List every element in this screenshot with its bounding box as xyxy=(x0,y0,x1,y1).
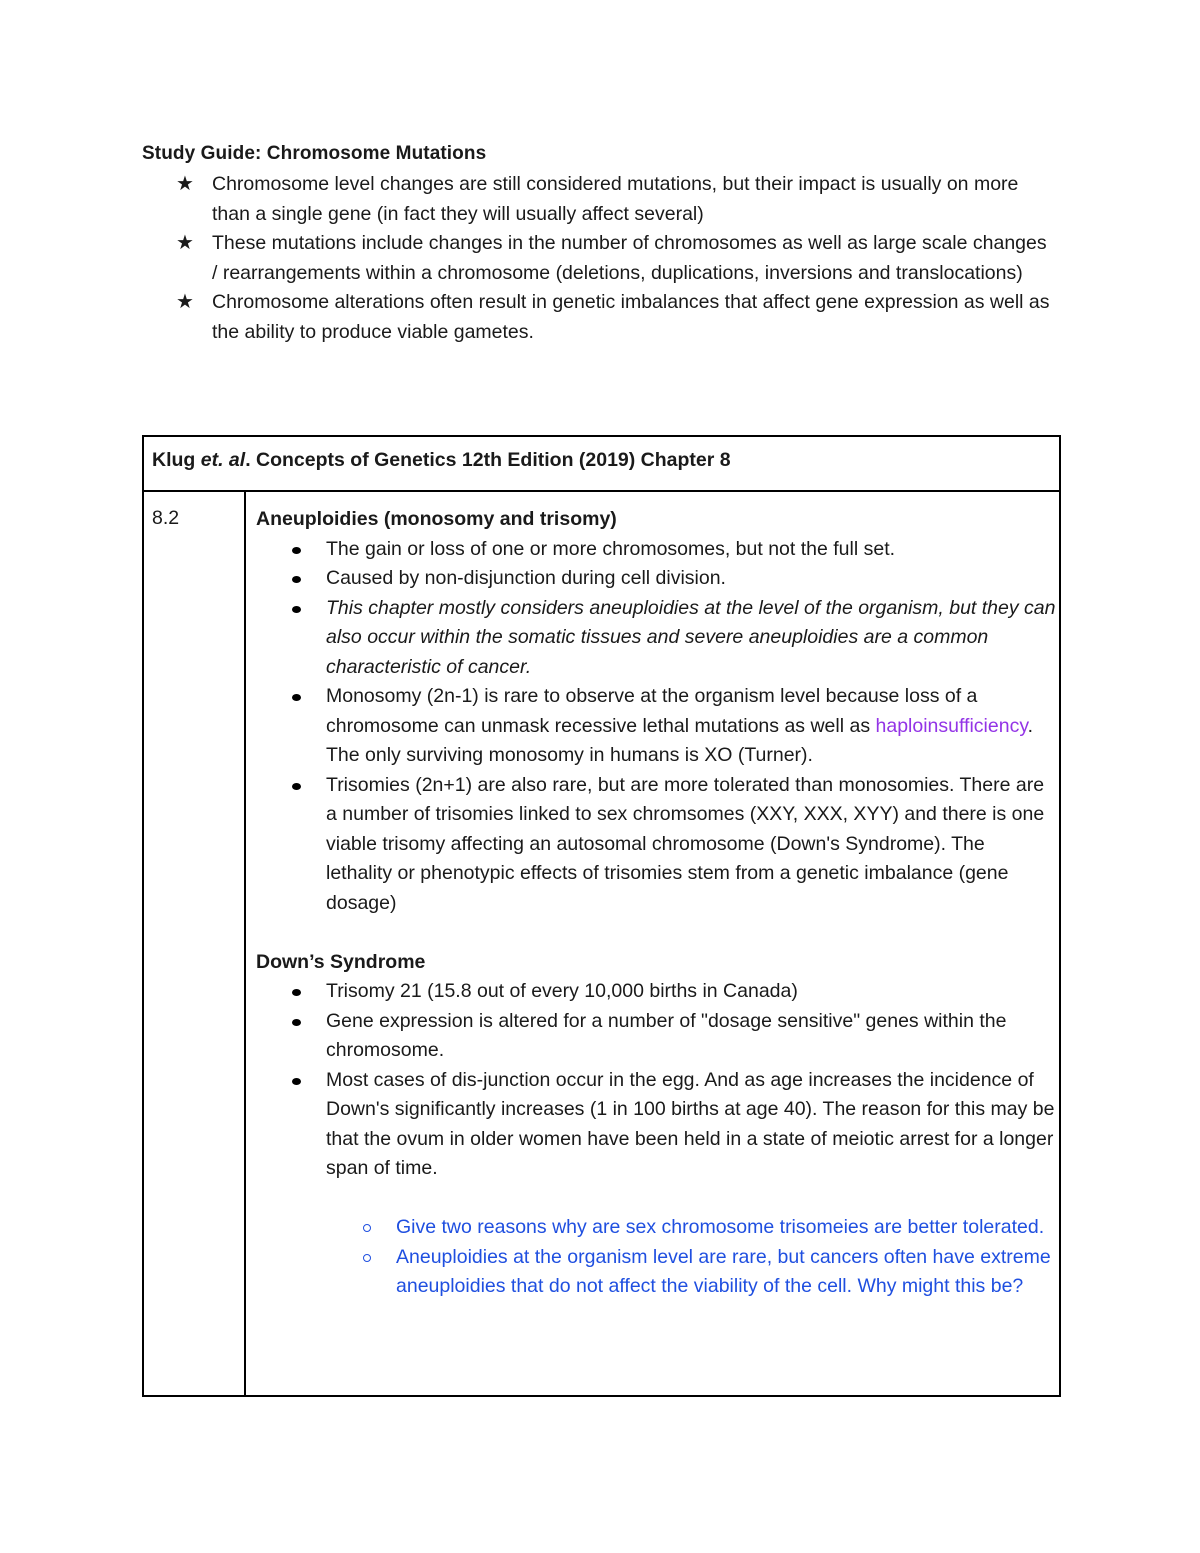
spacer xyxy=(256,918,1056,948)
list-item-text: Gene expression is altered for a number of "dosage sensitive" genes within the chromosome. xyxy=(326,1009,1007,1061)
aneuploidies-list xyxy=(256,535,1056,919)
intro-bullet-text: These mutations include changes in the number of chromosomes as well as large scale changes / rearrangements within a chromosome (deletions, duplications, inversions and translocations) xyxy=(212,232,1047,284)
downs-list xyxy=(256,977,1056,1184)
list-item xyxy=(256,1007,1056,1066)
section-content xyxy=(256,505,1056,1302)
question-item xyxy=(256,1213,1056,1243)
list-item-text: Trisomies (2n+1) are also rare, but are more tolerated than monosomies. There are a number of trisomies linked to sex chromsomes (XXY, XXX, XYY) and there is one viable trisomy affecting an autosomal chromosome (Down's Syndrome). The lethality or phenotypic effects of trisomies stem from a genetic imbalance (gene dosage) xyxy=(326,773,1045,914)
hollow-circle-icon xyxy=(363,1224,371,1232)
intro-bullet xyxy=(172,288,1057,347)
list-item xyxy=(256,535,1056,565)
column-divider xyxy=(244,492,246,1395)
bullet-icon xyxy=(292,1019,301,1026)
questions-list xyxy=(256,1213,1056,1302)
list-item xyxy=(256,1066,1056,1184)
list-item-text: This chapter mostly considers aneuploidies at the level of the organism, but they can also occur within the somatic tissues and severe aneuploidies are a common characteristic of cancer. xyxy=(326,596,1056,678)
list-item-text: The gain or loss of one or more chromosomes, but not the full set. xyxy=(326,537,896,560)
question-text: Aneuploidies at the organism level are rare, but cancers often have extreme aneuploidies that do not affect the viability of the cell. Why might this be? xyxy=(396,1245,1051,1297)
bullet-icon xyxy=(292,783,301,790)
header-book-title: . Concepts of Genetics 12th Edition (2019) Chapter 8 xyxy=(245,449,731,471)
list-item-text xyxy=(326,685,1033,766)
list-item-text: Most cases of dis-junction occur in the egg. And as age increases the incidence of Down's significantly increases (1 in 100 births at age 40). The reason for this may be that the ovum in older women have been held in a state of meiotic arrest for a longer span of time. xyxy=(326,1068,1055,1179)
intro-bullet-text: Chromosome alterations often result in genetic imbalances that affect gene expression as well as the ability to produce viable gametes. xyxy=(212,291,1050,343)
bullet-icon xyxy=(292,1078,301,1085)
list-item xyxy=(256,977,1056,1007)
bullet-icon xyxy=(292,606,301,613)
intro-bullet xyxy=(172,170,1057,229)
star-icon: ★ xyxy=(176,173,194,195)
page-title: Study Guide: Chromosome Mutations xyxy=(142,143,487,164)
bullet-icon xyxy=(292,547,301,554)
downs-heading: Down’s Syndrome xyxy=(256,950,426,973)
table-header-row xyxy=(144,437,1059,492)
table-header-text xyxy=(152,449,731,472)
header-author: Klug xyxy=(152,449,201,471)
spacer xyxy=(256,1184,1056,1214)
intro-bullet-text: Chromosome level changes are still considered mutations, but their impact is usually on more than a single gene (in fact they will usually affect several) xyxy=(212,173,1019,225)
aneuploidies-heading: Aneuploidies (monosomy and trisomy) xyxy=(256,508,617,530)
hollow-circle-icon xyxy=(363,1254,371,1262)
list-item-text: Trisomy 21 (15.8 out of every 10,000 births in Canada) xyxy=(326,980,798,1002)
monosomy-text: Monosomy (2n-1) is rare to observe at the organism level because loss of a chromosome can unmask recessive lethal mutations as well as xyxy=(326,685,978,737)
question-item xyxy=(256,1243,1056,1302)
list-item xyxy=(256,682,1056,771)
intro-list xyxy=(172,170,1057,347)
list-item xyxy=(256,594,1056,683)
list-item xyxy=(256,564,1056,594)
section-number: 8.2 xyxy=(152,507,180,529)
star-icon: ★ xyxy=(176,291,194,313)
reference-table xyxy=(142,435,1061,1397)
question-text: Give two reasons why are sex chromosome trisomeies are better tolerated. xyxy=(396,1216,1045,1238)
monosomy-text-end: . The only surviving monosomy in humans is XO (Turner). xyxy=(326,714,1034,766)
header-et-al: et. al xyxy=(200,449,246,471)
bullet-icon xyxy=(292,989,301,996)
bullet-icon xyxy=(292,576,301,583)
intro-bullet xyxy=(172,229,1057,288)
list-item xyxy=(256,771,1056,919)
haploinsufficiency-term: haploinsufficiency xyxy=(875,714,1028,737)
bullet-icon xyxy=(292,694,301,701)
list-item-text: Caused by non-disjunction during cell division. xyxy=(326,567,726,589)
star-icon: ★ xyxy=(176,232,194,254)
